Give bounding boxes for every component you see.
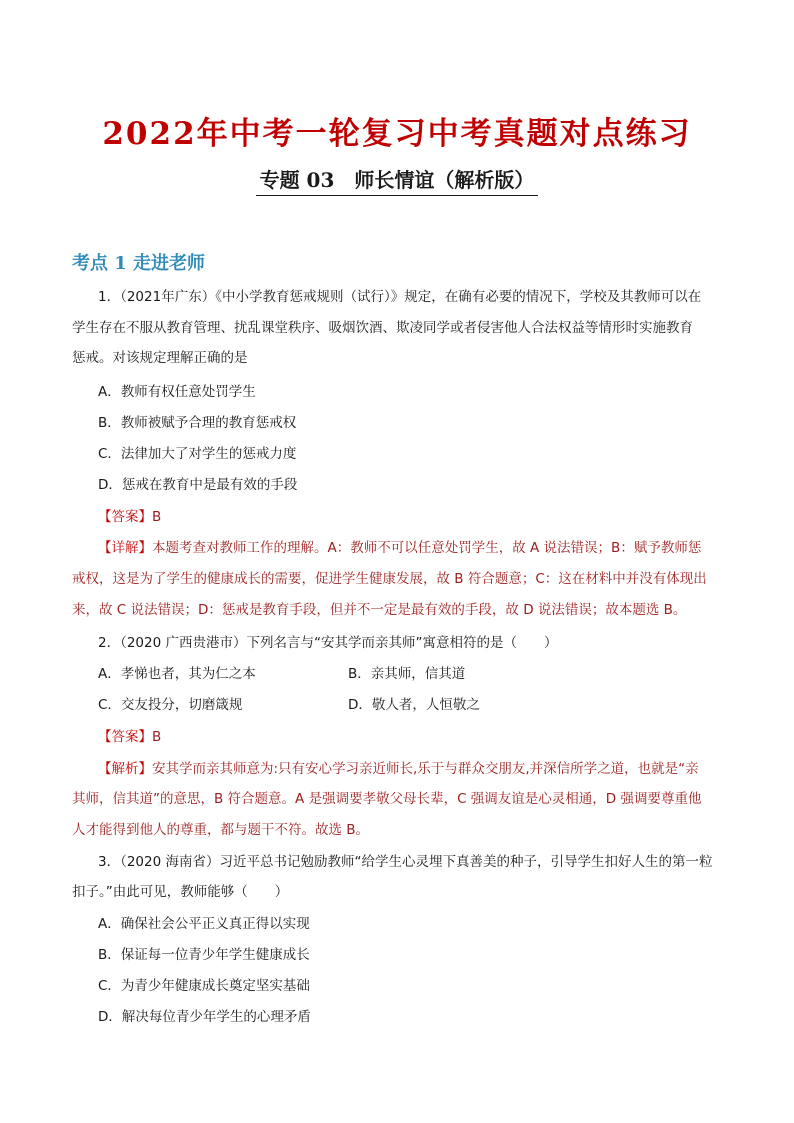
q2-option-a: A．孝悌也者，其为仁之本 — [98, 666, 256, 682]
q1-stem-line2: 学生存在不服从教育管理、扰乱课堂秩序、吸烟饮酒、欺凌同学或者侵害他人合法权益等情形时实施教育 — [72, 320, 693, 336]
q1-detail-line1 — [98, 538, 701, 558]
section-heading: 考点 1 走进老师 — [72, 253, 206, 274]
q1-option-c: C．法律加大了对学生的惩戒力度 — [98, 446, 297, 462]
answer-value: B — [152, 509, 162, 525]
q1-detail-line2: 戒权，这是为了学生的健康成长的需要，促进学生健康发展，故 B 符合题意；C：这在材料中并没有体现出 — [72, 571, 707, 587]
page-subtitle — [0, 164, 794, 196]
detail-tag: 【详解】 — [98, 540, 152, 556]
q3-option-a: A．确保社会公平正义真正得以实现 — [98, 916, 310, 932]
q1-answer — [98, 507, 161, 527]
q2-option-b: B．亲其师，信其道 — [348, 666, 466, 682]
q1-detail-line3: 来，故 C 说法错误；D：惩戒是教育手段，但并不一定是最有效的手段，故 D 说法错误；故本题选 B。 — [72, 602, 687, 618]
page-title: 2022年中考一轮复习中考真题对点练习 — [102, 116, 692, 152]
detail-text: 本题考查对教师工作的理解。A：教师不可以任意处罚学生，故 A 说法错误；B：赋予教师惩 — [152, 540, 702, 556]
q3-stem-line2: 扣子。”由此可见，教师能够（ ） — [72, 884, 289, 900]
q1-option-b: B．教师被赋予合理的教育惩戒权 — [98, 415, 297, 431]
q3-option-c: C．为青少年健康成长奠定坚实基础 — [98, 978, 310, 994]
q1-stem-line1: 1．（2021年广东）《中小学教育惩戒规则（试行）》规定，在确有必要的情况下，学校及其教师可以在 — [98, 289, 702, 305]
detail-tag: 【解析】 — [98, 761, 152, 777]
q3-stem-line1: 3．（2020 海南省）习近平总书记勉励教师“给学生心灵埋下真善美的种子，引导学生扣好人生的第一粒 — [98, 854, 713, 870]
answer-value: B — [152, 729, 162, 745]
answer-tag: 【答案】 — [98, 729, 152, 745]
q2-option-c: C．交友投分，切磨箴规 — [98, 697, 243, 713]
answer-tag: 【答案】 — [98, 509, 152, 525]
detail-text: 安其学而亲其师意为:只有安心学习亲近师长,乐于与群众交朋友,并深信所学之道，也就是“亲 — [152, 761, 699, 777]
q2-detail-line2: 其师，信其道”的意思，B 符合题意。A 是强调要孝敬父母长辈，C 强调友谊是心灵相通，D 强调要尊重他 — [72, 791, 702, 807]
q2-option-d: D．敬人者，人恒敬之 — [348, 697, 480, 713]
q2-stem-line1: 2．（2020 广西贵港市）下列名言与“安其学而亲其师”寓意相符的是（ ） — [98, 635, 558, 651]
q1-stem-line3: 惩戒。对该规定理解正确的是 — [72, 350, 248, 366]
q3-option-b: B．保证每一位青少年学生健康成长 — [98, 947, 310, 963]
q2-detail-line1 — [98, 759, 699, 779]
q2-answer — [98, 727, 161, 747]
q1-option-d: D．惩戒在教育中是最有效的手段 — [98, 477, 298, 493]
q2-detail-line3: 人才能得到他人的尊重，都与题干不符。故选 B。 — [72, 822, 370, 838]
subtitle-text: 专题 03 师长情谊（解析版） — [256, 164, 539, 196]
q3-option-d: D．解决每位青少年学生的心理矛盾 — [98, 1009, 311, 1025]
q1-option-a: A．教师有权任意处罚学生 — [98, 384, 256, 400]
